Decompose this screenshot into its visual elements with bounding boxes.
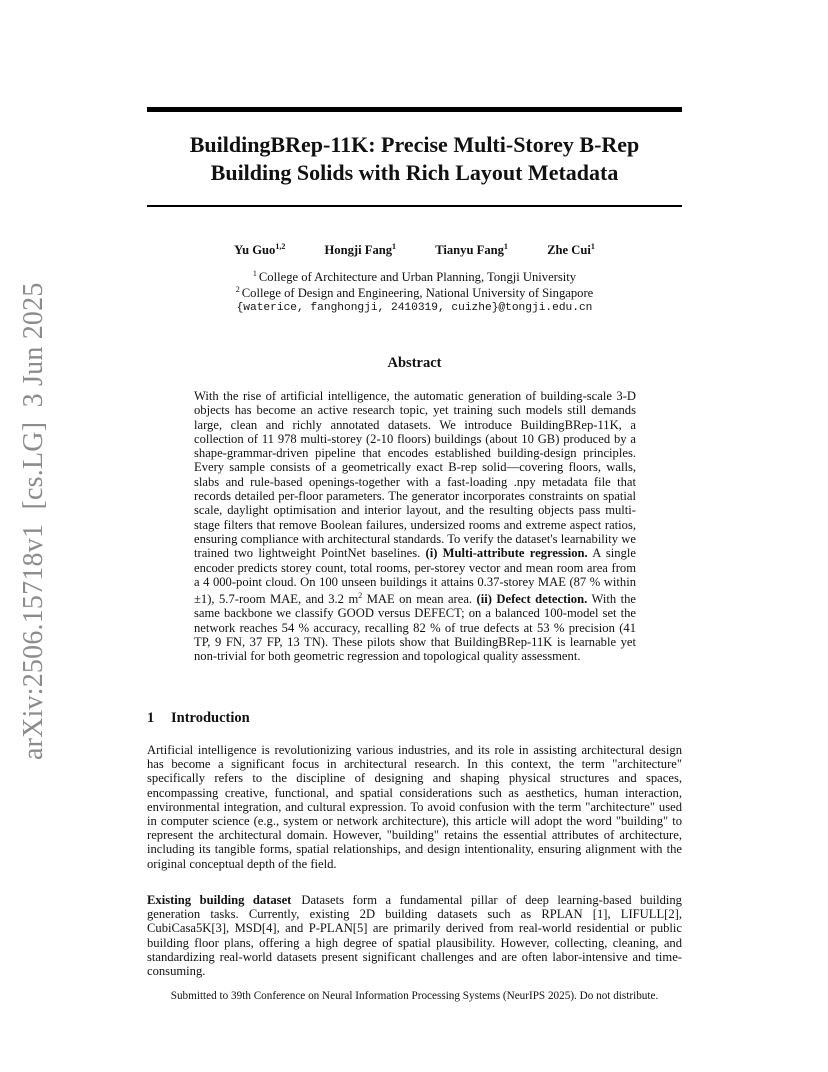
author-name: Hongji Fang [324, 243, 393, 257]
author-affiliation-mark: 1 [503, 242, 508, 251]
affiliation-2 [147, 282, 682, 301]
affiliation-text: College of Architecture and Urban Planning, Tongji University [258, 270, 577, 284]
title-bottom-rule [147, 205, 682, 207]
existing-dataset-paragraph [147, 893, 682, 978]
author-affiliation-mark: 1 [590, 242, 595, 251]
intro-paragraph: Artificial intelligence is revolutionizing various industries, and its role in assisting architectural design has become a significant focus in architectural research. In this context, the term "architecture" specifically refers to the discipline of designing and shaping physical structures and spaces, encompassing creative, functional, and spatial considerations such as aesthetics, human interaction, environmental integration, and cultural expression. To avoid confusion with the term "architecture" used in computer science (e.g., system or network architecture), this article will adopt the word "building" to represent the architectural domain. However, "building" retains the essential attributes of architecture, including its tangible forms, spatial relationships, and design intentionality, ensuring alignment with the original conceptual depth of the field. [147, 743, 682, 871]
arxiv-identifier-stamp[interactable]: arXiv:2506.15718v1 [cs.LG] 3 Jun 2025 [18, 282, 49, 760]
section-title: Introduction [171, 710, 250, 726]
abstract-bold-label: (ii) Defect detection. [476, 592, 588, 607]
author-list [147, 242, 682, 258]
submission-footer: Submitted to 39th Conference on Neural Information Processing Systems (NeurIPS 2025). Do not distribute. [170, 990, 659, 1002]
title-line-1: BuildingBRep-11K: Precise Multi-Storey B-Rep [189, 132, 640, 157]
abstract-text: MAE on mean area. [366, 592, 473, 607]
author-affiliation-mark: 1,2 [275, 242, 286, 251]
abstract-text: A single encoder predicts storey count, total rooms, per-storey vector and mean room area from a 4 000-point cloud. On 100 unseen buildings it attains 0.37-storey MAE (87 % within ±1), 5.7-room MAE, and 3.2 m [194, 546, 636, 607]
author-name: Yu Guo [234, 243, 276, 257]
abstract-heading: Abstract [387, 355, 442, 371]
author-affiliation-mark: 1 [392, 242, 397, 251]
section-heading-introduction [147, 710, 250, 727]
title-top-rule [147, 107, 682, 112]
affiliation-mark: 2 [235, 285, 240, 294]
abstract-text: With the same backbone we classify GOOD versus DEFECT; on a balanced 100-model set the network reaches 54 % accuracy, recalling 82 % of true defects at 53 % precision (41 TP, 9 FN, 37 FP, 13 TN). These pilots show that BuildingBRep-11K is learnable yet non-trivial for both geometric regression and topological quality assessment. [194, 592, 637, 664]
abstract-body [194, 389, 636, 664]
author-name: Zhe Cui [547, 243, 591, 257]
author-name: Tianyu Fang [435, 243, 504, 257]
affiliation-mark: 1 [252, 269, 257, 278]
author-emails[interactable]: {waterice, fanghongji, 2410319, cuizhe}@tongji.edu.cn [236, 302, 593, 314]
author [547, 242, 595, 258]
section-number: 1 [147, 710, 155, 726]
affiliation-text: College of Design and Engineering, National University of Singapore [241, 286, 594, 300]
title-line-2: Building Solids with Rich Layout Metadata [210, 160, 619, 185]
author [435, 242, 508, 258]
author [325, 242, 397, 258]
paragraph-runin-heading: Existing building dataset [147, 893, 292, 907]
abstract-bold-label: (i) Multi-attribute regression. [425, 546, 588, 561]
author [234, 242, 285, 258]
abstract-text: With the rise of artificial intelligence, the automatic generation of building-scale 3-D objects has become an active research topic, yet training such models still demands large, clean and richly annotated datasets. We introduce BuildingBRep-11K, a collection of 11 978 multi-storey (2-10 floors) buildings (about 10 GB) produced by a shape-grammar-driven pipeline that encodes established building-design principles. Every sample consists of a geometrically exact B-rep solid—covering floors, walls, slabs and rule-based openings-together with a fast-loading .npy metadata file that records detailed per-floor parameters. The generator incorporates constraints on spatial scale, daylight optimisation and interior layout, and the resulting objects pass multi-stage filters that remove Boolean failures, undersized rooms and extreme aspect ratios, ensuring compliance with architectural standards. To verify the dataset's learnability we trained two lightweight PointNet baselines. [194, 389, 636, 561]
paragraph-text: Datasets form a fundamental pillar of deep learning-based building generation tasks. Currently, existing 2D building datasets such as RPLAN [1], LIFULL[2], CubiCasa5K[3], MSD[4], and P-PLAN[5] are primarily derived from real-world residential or public building floor plans, offering a high degree of spatial plausibility. However, collecting, cleaning, and standardizing real-world datasets present significant challenges and are often labor-intensive and time-consuming. [147, 893, 682, 979]
paper-title [147, 131, 682, 187]
area-unit-superscript: 2 [358, 591, 363, 601]
